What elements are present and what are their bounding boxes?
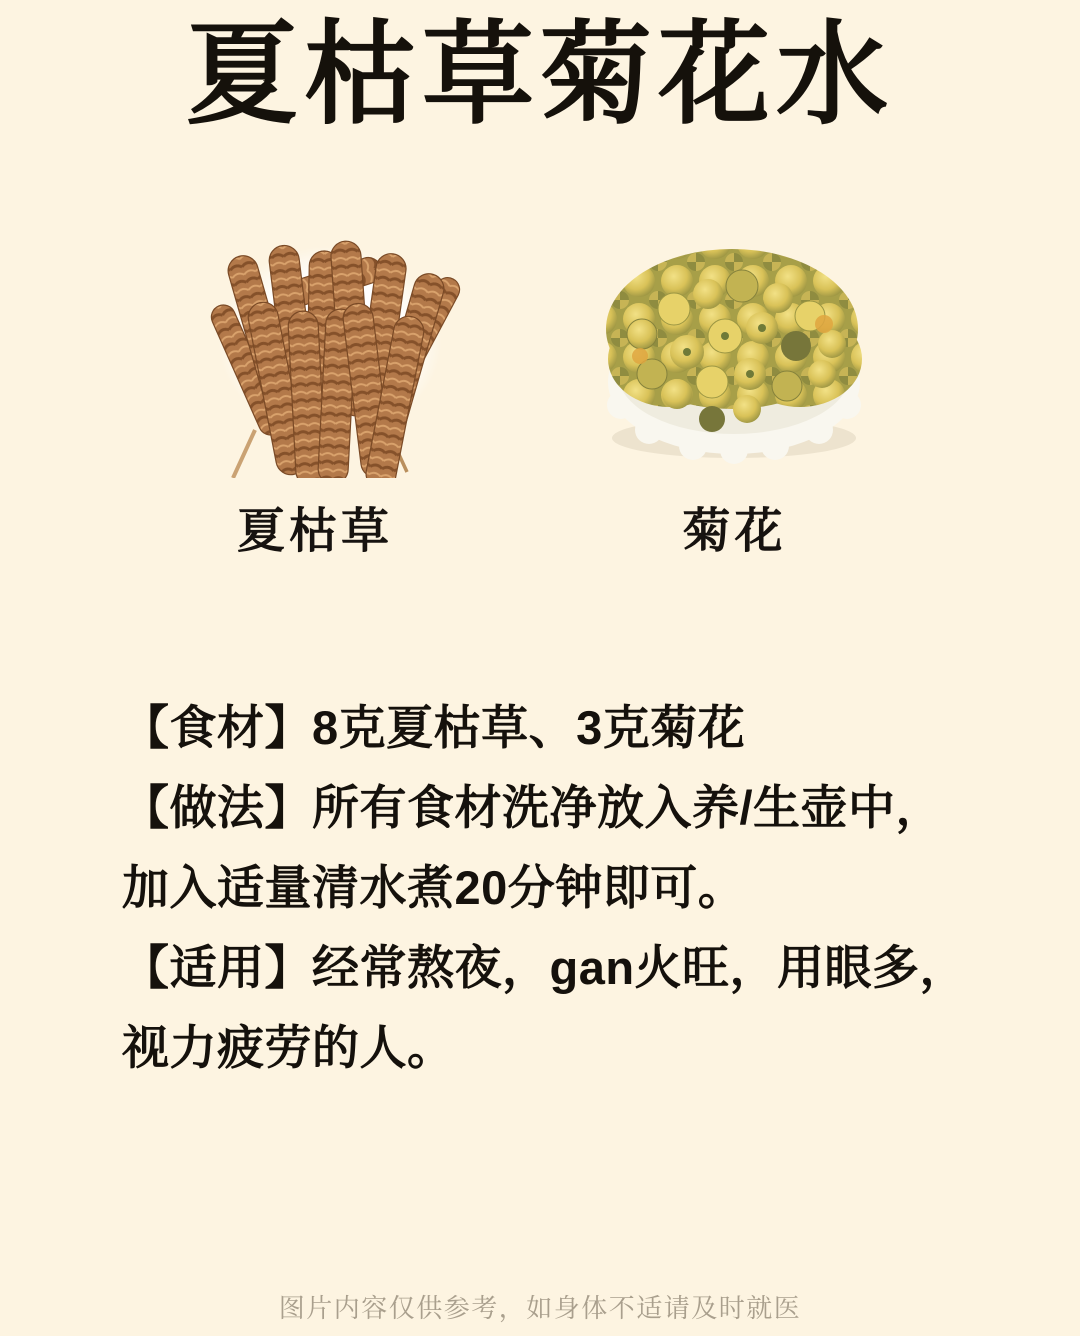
page-title: 夏枯草菊花水: [186, 14, 894, 138]
prunella-photo-svg: [185, 220, 475, 478]
recipe-line-ingredients: 【食材】8克夏枯草、3克菊花: [122, 701, 746, 754]
prunella-photo-image: [185, 220, 475, 478]
recipe-line-suitable-1: 【适用】经常熬夜，gan火旺，用眼多，: [122, 941, 968, 994]
recipe-line-suitable-2: 视力疲劳的人。: [122, 1021, 455, 1074]
disclaimer-text: 图片内容仅供参考，如身体不适请及时就医: [278, 1293, 802, 1323]
prunella-label: 夏枯草: [236, 505, 393, 558]
chrysanthemum-label: 菊花: [682, 505, 787, 558]
recipe-line-method-1: 【做法】所有食材洗净放入养/生壶中，: [122, 781, 944, 834]
prunella-spikes: [208, 240, 464, 478]
recipe-line-method-2: 加入适量清水煮20分钟即可。: [122, 861, 746, 914]
chrysanthemum-photo-image: [582, 224, 887, 476]
recipe-text: [122, 688, 982, 1088]
chrysanthemum-photo-svg: [582, 224, 887, 476]
